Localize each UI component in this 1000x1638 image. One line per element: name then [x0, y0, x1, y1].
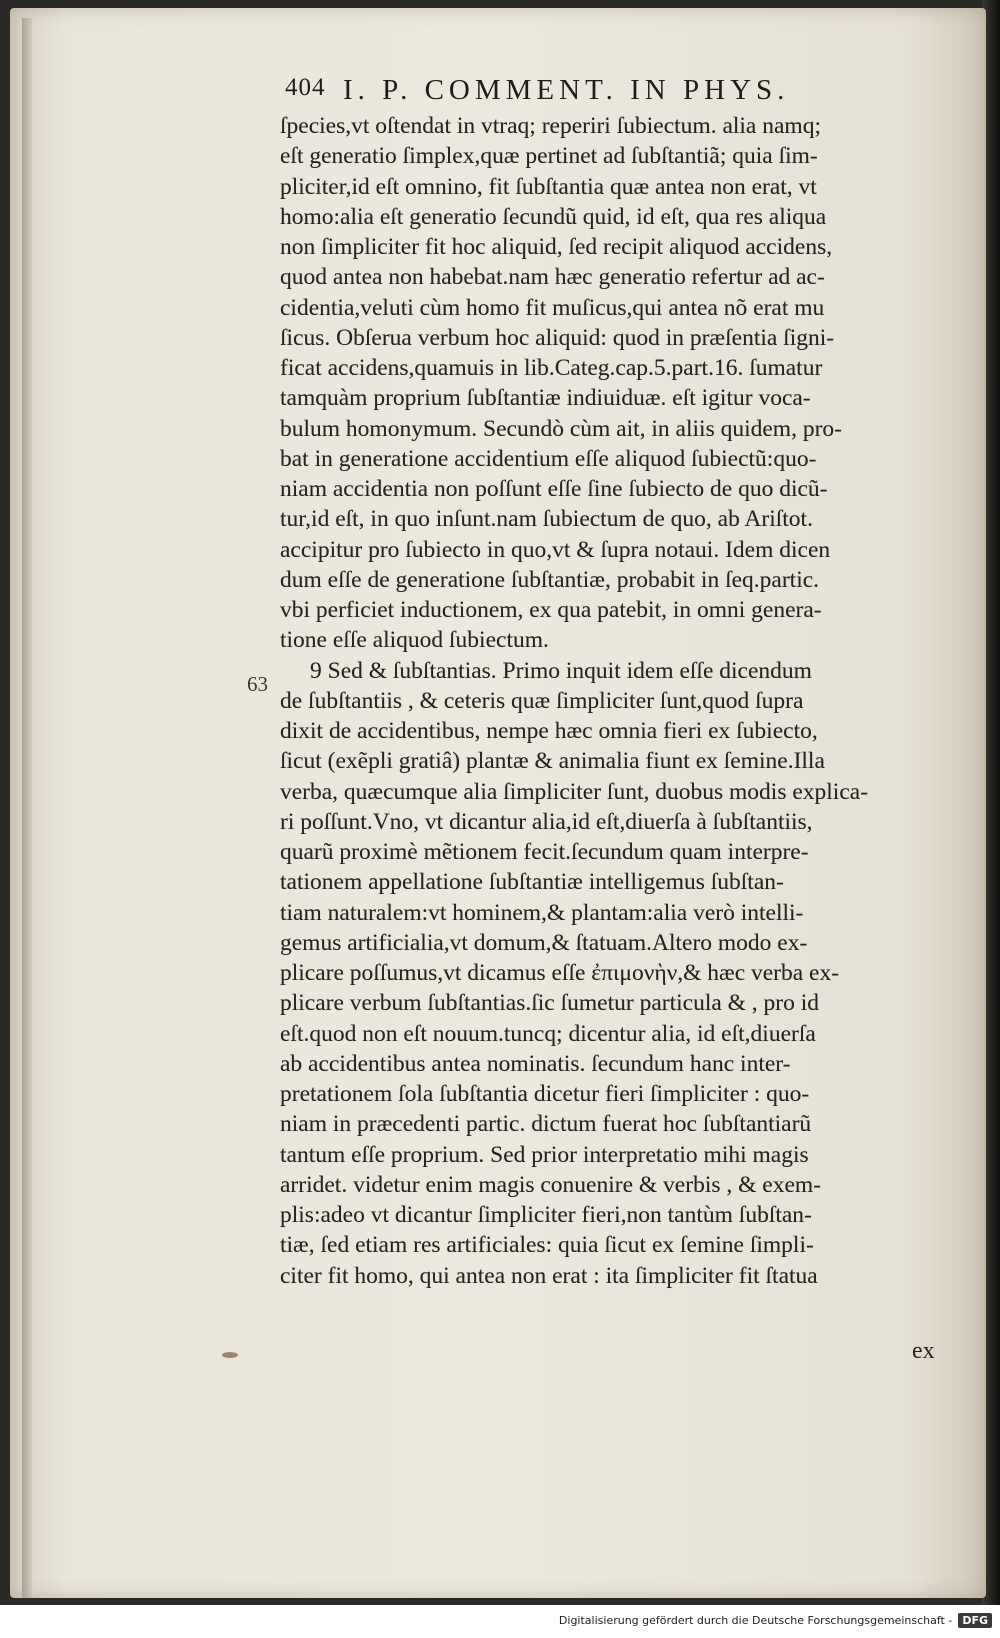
margin-note: 63 — [247, 672, 268, 696]
text-line: tiam naturalem:vt hominem,& plantam:alia verò intelli- — [280, 899, 804, 926]
page-header — [285, 74, 905, 108]
body-text — [280, 111, 942, 1291]
text-line: citer fit homo, qui antea non erat : ita ſimpliciter fit ſtatua — [280, 1262, 818, 1289]
catchword: ex — [912, 1338, 935, 1364]
text-line: eſt generatio ſimplex,quæ pertinet ad ſubſtantiã; quia ſim- — [280, 143, 818, 170]
text-line: ſpecies,vt oſtendat in vtraq; reperiri ſubiectum. alia namq; — [280, 113, 821, 139]
text-line: homo:alia eſt generatio ſecundũ quid, id eſt, qua res aliqua — [280, 203, 827, 230]
text-line: ſicus. Obſerua verbum hoc aliquid: quod in præſentia ſigni- — [280, 324, 835, 351]
text-line: niam in præcedenti partic. dictum fuerat hoc ſubſtantiarũ — [280, 1111, 812, 1138]
text-line: tantum eſſe proprium. Sed prior interpretatio mihi magis — [280, 1141, 809, 1168]
text-line: plicare verbum ſubſtantias.ſic ſumetur particula & , pro id — [280, 990, 820, 1017]
text-line: ſicut (exẽpli gratiâ) plantæ & animalia fiunt ex ſemine.Illa — [280, 748, 825, 775]
text-line: verba, quæcumque alia ſimpliciter ſunt, duobus modis explica- — [280, 778, 869, 805]
ink-spot — [222, 1352, 238, 1358]
text-line: non ſimpliciter fit hoc aliquid, ſed recipit aliquod accidens, — [280, 234, 833, 260]
text-line: plis:adeo vt dicantur ſimpliciter fieri,non tantùm ſubſtan- — [280, 1202, 812, 1228]
text-line: tationem appellatione ſubſtantiæ intelligemus ſubſtan- — [280, 869, 784, 896]
text-line: gemus artificialia,vt domum,& ſtatuam.Altero modo ex- — [280, 929, 808, 956]
text-line: pretationem ſola ſubſtantia dicetur fieri ſimpliciter : quo- — [280, 1081, 810, 1107]
page-number: 404 — [285, 74, 326, 101]
dfg-logo: DFG — [958, 1613, 992, 1628]
text-line: tione eſſe aliquod ſubiectum. — [280, 627, 549, 654]
text-line: quod antea non habebat.nam hæc generatio refertur ad ac- — [280, 264, 825, 291]
text-line: niam accidentia non poſſunt eſſe ſine ſubiecto de quo dicũ- — [280, 476, 828, 502]
footer-credit: Digitalisierung gefördert durch die Deutsche Forschungsgemeinschaft - — [558, 1613, 953, 1627]
text-line: tur,id eſt, in quo inſunt.nam ſubiectum de quo, ab Ariſtot. — [280, 506, 813, 533]
text-line: pliciter,id eſt omnino, fit ſubſtantia quæ antea non erat, vt — [280, 173, 817, 200]
text-line: eſt.quod non eſt nouum.tuncq; dicentur alia, id eſt,diuerſa — [280, 1020, 816, 1047]
text-line: bat in generatione accidentium eſſe aliquod ſubiectũ:quo- — [280, 445, 817, 472]
text-line: dum eſſe de generatione ſubſtantiæ, probabit in ſeq.partic. — [280, 566, 820, 593]
text-line: tiæ, ſed etiam res artificiales: quia ſicut ex ſemine ſimpli- — [280, 1232, 814, 1259]
text-line: vbi perficiet inductionem, ex qua patebit, in omni genera- — [280, 597, 822, 623]
text-line: ri poſſunt.Vno, vt dicantur alia,id eſt,diuerſa à ſubſtantiis, — [280, 808, 813, 835]
digitization-footer — [559, 1610, 992, 1630]
text-line: de ſubſtantiis , & ceteris quæ ſimpliciter ſunt,quod ſupra — [280, 687, 804, 714]
text-line: bulum homonymum. Secundò cùm ait, in aliis quidem, pro- — [280, 415, 842, 442]
running-head: I. P. COMMENT. IN PHYS. — [343, 74, 790, 106]
text-line: arridet. videtur enim magis conuenire & verbis , & exem- — [280, 1171, 821, 1198]
text-line: 9 Sed & ſubſtantias. Primo inquit idem eſſe dicendum — [310, 657, 812, 684]
text-line: plicare poſſumus,vt dicamus eſſe ἐπιμονὴν,& hæc verba ex- — [280, 960, 840, 986]
text-line: ab accidentibus antea nominatis. ſecundum hanc inter- — [280, 1050, 791, 1077]
text-line: dixit de accidentibus, nempe hæc omnia fieri ex ſubiecto, — [280, 718, 818, 744]
text-line: cidentia,veluti cùm homo fit muſicus,qui antea nõ erat mu — [280, 294, 825, 321]
text-line: tamquàm proprium ſubſtantiæ indiuiduæ. eſt igitur voca- — [280, 385, 811, 412]
text-line: ficat accidens,quamuis in lib.Categ.cap.5.part.16. ſumatur — [280, 355, 823, 381]
page-binding — [22, 18, 32, 1598]
text-line: accipitur pro ſubiecto in quo,vt & ſupra notaui. Idem dicen — [280, 536, 831, 563]
text-line: quarũ proximè mẽtionem fecit.ſecundum quam interpre- — [280, 839, 809, 865]
